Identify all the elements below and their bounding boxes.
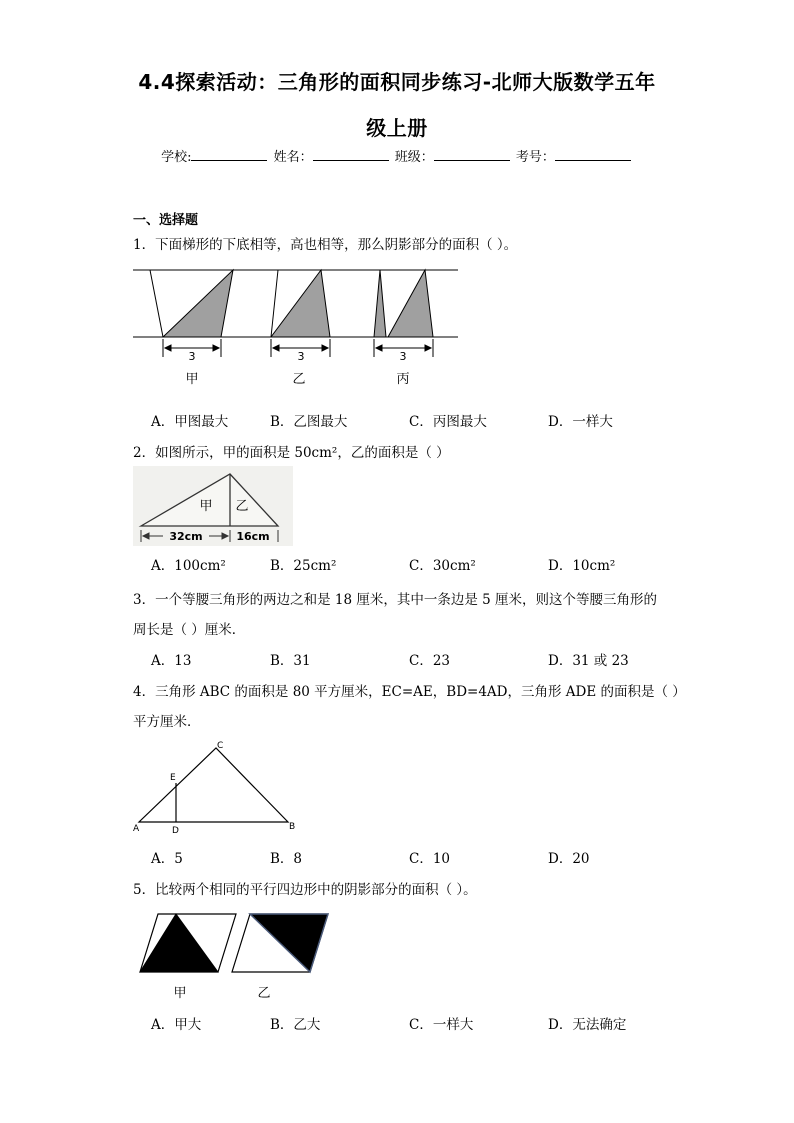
q4-option-c[interactable]: C．10 [409, 851, 451, 867]
question-2-figure [133, 466, 293, 546]
figure-label-bing: 丙 [396, 372, 410, 387]
trapezoid-jia-left-side [150, 270, 163, 337]
question-5-figure [136, 910, 336, 1008]
q5-option-a[interactable]: A．甲大 [151, 1017, 202, 1033]
question-4-figure [132, 738, 304, 836]
figure-label-jia: 甲 [173, 986, 187, 1001]
point-label-e: E [170, 773, 176, 783]
q1-option-c[interactable]: C．丙图最大 [409, 414, 487, 430]
q3-option-b[interactable]: B．31 [270, 653, 311, 669]
figure-label-yi: 乙 [292, 372, 306, 387]
name-blank[interactable] [313, 146, 389, 161]
q2-option-b[interactable]: B．25cm² [270, 558, 337, 574]
triangle-abc [139, 748, 288, 822]
q4-option-d[interactable]: D．20 [548, 851, 590, 867]
base-label-yi: 3 [297, 350, 305, 363]
point-label-b: B [289, 822, 296, 832]
q3-option-d[interactable]: D．31 或 23 [548, 653, 629, 669]
exam-no-blank[interactable] [555, 146, 631, 161]
figure-label-yi: 乙 [257, 986, 271, 1001]
class-label: 班级： [394, 150, 434, 165]
q2-option-c[interactable]: C．30cm² [409, 558, 476, 574]
name-label: 姓名： [273, 150, 313, 165]
q5-option-b[interactable]: B．乙大 [270, 1017, 321, 1033]
shaded-triangle-bing-large [388, 270, 433, 337]
question-2-text: 2．如图所示，甲的面积是 50cm²，乙的面积是（ ） [133, 445, 450, 461]
section-heading: 一、选择题 [133, 213, 199, 228]
shaded-triangle-yi [271, 270, 330, 337]
base-label-jia: 3 [188, 350, 196, 363]
question-3-text-line1: 3．一个等腰三角形的两边之和是 18 厘米，其中一条边是 5 厘米，则这个等腰三角形的 [133, 592, 658, 608]
question-1-text: 1．下面梯形的下底相等，高也相等，那么阴影部分的面积（ ）。 [133, 237, 518, 253]
point-label-d: D [172, 826, 179, 836]
q3-option-a[interactable]: A．13 [151, 653, 192, 669]
question-4-text-line2: 平方厘米． [133, 714, 201, 730]
q2-option-a[interactable]: A．100cm² [151, 558, 226, 574]
student-info-line [0, 146, 794, 165]
page-title: 4.4探索活动：三角形的面积同步练习-北师大版数学五年 [138, 70, 656, 94]
q3-option-c[interactable]: C．23 [409, 653, 451, 669]
point-label-c: C [217, 741, 224, 751]
shaded-triangle-bing-small [374, 270, 386, 337]
region-label-yi: 乙 [235, 499, 249, 514]
question-5-text: 5．比较两个相同的平行四边形中的阴影部分的面积（ ）。 [133, 882, 477, 898]
q5-option-c[interactable]: C．一样大 [409, 1017, 474, 1033]
figure-label-jia: 甲 [185, 372, 199, 387]
exam-no-label: 考号： [515, 150, 555, 165]
class-blank[interactable] [434, 146, 510, 161]
point-label-a: A [133, 824, 140, 834]
q1-option-d[interactable]: D．一样大 [548, 414, 613, 430]
question-3-text-line2: 周长是（ ）厘米． [133, 622, 246, 638]
trapezoid-yi-left-side [271, 270, 278, 337]
region-label-jia: 甲 [199, 499, 213, 514]
page-title-continued: 级上册 [366, 116, 428, 140]
base-label-32cm: 32cm [169, 530, 203, 543]
q5-option-d[interactable]: D．无法确定 [548, 1017, 627, 1033]
q1-option-a[interactable]: A．甲图最大 [151, 414, 229, 430]
school-label: 学校: [161, 150, 192, 165]
q1-option-b[interactable]: B．乙图最大 [270, 414, 348, 430]
base-label-bing: 3 [399, 350, 407, 363]
q4-option-a[interactable]: A．5 [151, 851, 183, 867]
q4-option-b[interactable]: B．8 [270, 851, 303, 867]
q2-option-d[interactable]: D．10cm² [548, 558, 616, 574]
shaded-triangle-jia [163, 270, 233, 337]
question-4-text-line1: 4．三角形 ABC 的面积是 80 平方厘米，EC=AE，BD=4AD，三角形 ADE 的面积是（ ） [133, 684, 686, 700]
question-1-figure [128, 262, 464, 392]
base-label-16cm: 16cm [236, 530, 270, 543]
school-blank[interactable] [191, 146, 267, 161]
